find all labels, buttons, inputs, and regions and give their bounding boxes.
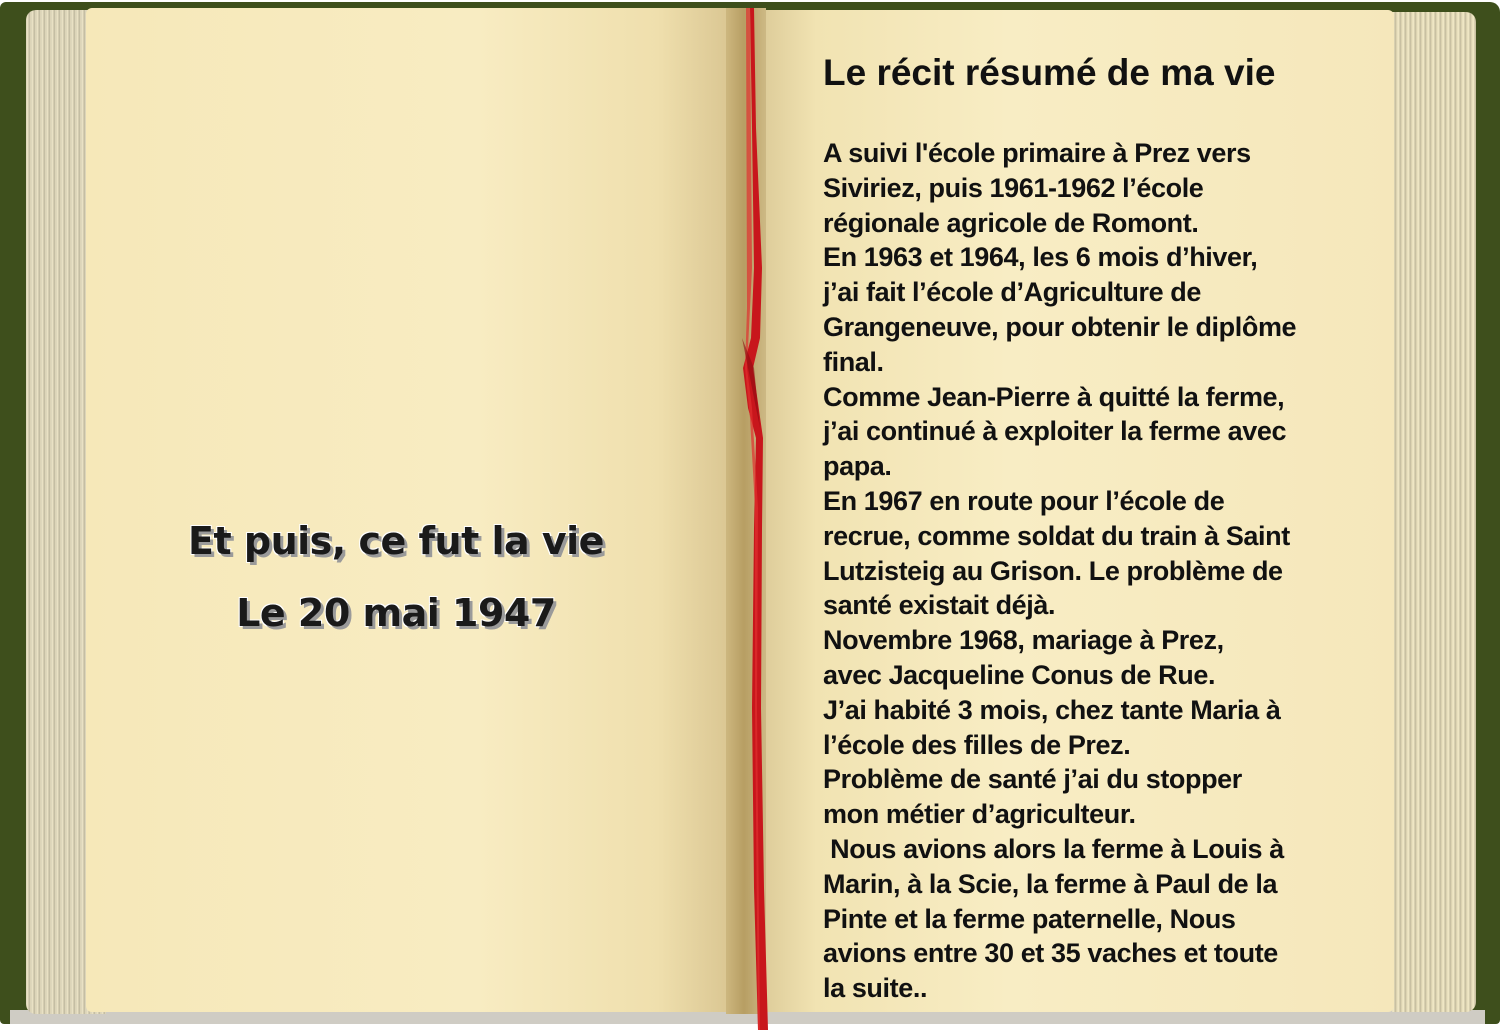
- text-line: Comme Jean-Pierre à quitté la ferme,: [823, 381, 1285, 412]
- text-line: A suivi l'école primaire à Prez vers: [823, 138, 1251, 168]
- right-page-edges: [1392, 12, 1476, 1012]
- text-line: Marin, à la Scie, la ferme à Paul de la: [823, 868, 1278, 899]
- text-line: recrue, comme soldat du train à Saint: [823, 520, 1290, 551]
- text-line: régionale agricole de Romont.: [823, 207, 1199, 238]
- text-line: Lutzisteig au Grison. Le problème de: [823, 555, 1283, 586]
- text-line: avec Jacqueline Conus de Rue.: [823, 659, 1216, 690]
- text-line: Pinte et la ferme paternelle, Nous: [823, 903, 1236, 934]
- text-line: j’ai continué à exploiter la ferme avec: [823, 416, 1287, 447]
- left-heading: Et puis, ce fut la vie: [188, 519, 604, 563]
- text-line: Grangeneuve, pour obtenir le diplôme: [823, 311, 1297, 342]
- text-line: Siviriez, puis 1961-1962 l’école: [823, 172, 1204, 203]
- text-line: J’ai habité 3 mois, chez tante Maria à: [823, 694, 1281, 725]
- bookmark-ribbon: [734, 8, 774, 1030]
- text-line: avions entre 30 et 35 vaches et toute: [823, 938, 1278, 969]
- text-line: En 1967 en route pour l’école de: [823, 485, 1225, 516]
- left-date: Le 20 mai 1947: [236, 591, 556, 635]
- text-line: l’école des filles de Prez.: [823, 729, 1131, 760]
- text-line: papa.: [823, 451, 892, 482]
- text-line: mon métier d’agriculteur.: [823, 799, 1136, 830]
- life-story-text: [823, 136, 1383, 1006]
- text-line: la suite..: [823, 973, 928, 1004]
- text-line: Novembre 1968, mariage à Prez,: [823, 625, 1224, 656]
- left-page-text: [86, 505, 706, 649]
- text-line: En 1963 et 1964, les 6 mois d’hiver,: [823, 242, 1258, 273]
- text-line: santé existait déjà.: [823, 590, 1056, 621]
- page-title: Le récit résumé de ma vie: [823, 52, 1276, 93]
- text-line: Nous avions alors la ferme à Louis à: [823, 833, 1284, 864]
- text-line: Problème de santé j’ai du stopper: [823, 764, 1242, 795]
- text-line: j’ai fait l’école d’Agriculture de: [823, 277, 1201, 308]
- text-line: final.: [823, 346, 884, 377]
